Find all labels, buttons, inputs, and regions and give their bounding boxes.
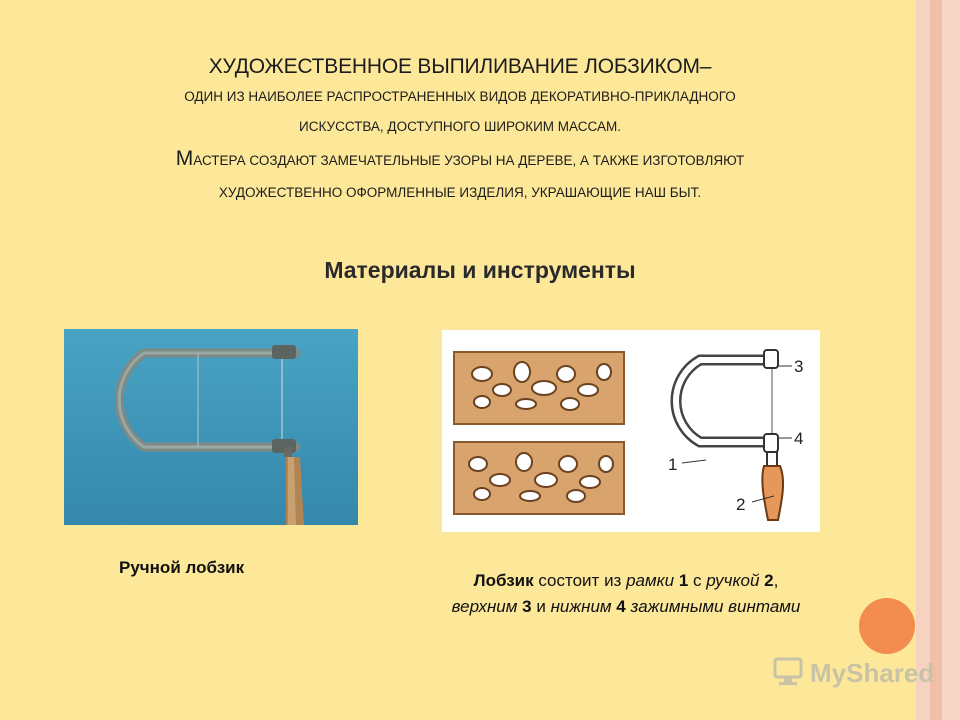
right-decor-stripe (916, 0, 930, 720)
watermark-text: MyShared (810, 658, 935, 688)
caption-number: 1 (678, 571, 689, 590)
decor-circle (859, 598, 915, 654)
caption-word: Лобзик (473, 571, 534, 590)
label-2: 2 (736, 495, 746, 514)
slide-title (40, 52, 880, 208)
caption-number: 4 (616, 597, 626, 616)
caption-text: , (773, 571, 779, 590)
caption-word: рамки (626, 571, 675, 590)
drop-cap: М (175, 147, 194, 170)
title-line: ОДИН ИЗ НАИБОЛЕЕ РАСПРОСТРАНЕННЫХ ВИДОВ ДЕКОРАТИВНО-ПРИКЛАДНОГО (184, 89, 736, 104)
right-decor-stripe (930, 0, 942, 720)
watermark (772, 656, 935, 688)
caption-text: состоит из (533, 571, 627, 590)
title-line (40, 142, 880, 178)
hand-jigsaw-photo (64, 329, 358, 525)
caption-number: 2 (764, 571, 774, 590)
caption-word: ручкой (706, 571, 760, 590)
caption-word: верхним (451, 597, 518, 616)
jigsaw-parts-caption (406, 568, 846, 620)
label-3: 3 (794, 357, 804, 376)
jigsaw-diagram (442, 330, 820, 532)
caption-word: нижним (550, 597, 612, 616)
title-line: ИСКУССТВА, ДОСТУПНОГО ШИРОКИМ МАССАМ. (299, 119, 621, 134)
jigsaw-diagram-drawing (442, 330, 820, 532)
caption-text: и (531, 597, 551, 616)
label-1: 1 (668, 455, 678, 474)
computer-icon (772, 656, 806, 686)
caption-number: 3 (522, 597, 532, 616)
title-line: ХУДОЖЕСТВЕННО ОФОРМЛЕННЫЕ ИЗДЕЛИЯ, УКРАШАЮЩИЕ НАШ БЫТ. (218, 185, 702, 200)
title-line-rest: АСТЕРА СОЗДАЮТ ЗАМЕЧАТЕЛЬНЫЕ УЗОРЫ НА ДЕРЕВЕ, А ТАКЖЕ ИЗГОТОВЛЯЮТ (193, 153, 745, 168)
jigsaw-photo-drawing (64, 329, 358, 525)
section-subtitle: Материалы и инструменты (324, 257, 636, 283)
label-4: 4 (794, 429, 804, 448)
hand-jigsaw-caption: Ручной лобзик (119, 558, 245, 577)
caption-text: с (688, 571, 707, 590)
right-decor-stripe (942, 0, 960, 720)
caption-word: зажимными винтами (630, 597, 801, 616)
title-line: ХУДОЖЕСТВЕННОЕ ВЫПИЛИВАНИЕ ЛОБЗИКОМ– (208, 55, 712, 78)
